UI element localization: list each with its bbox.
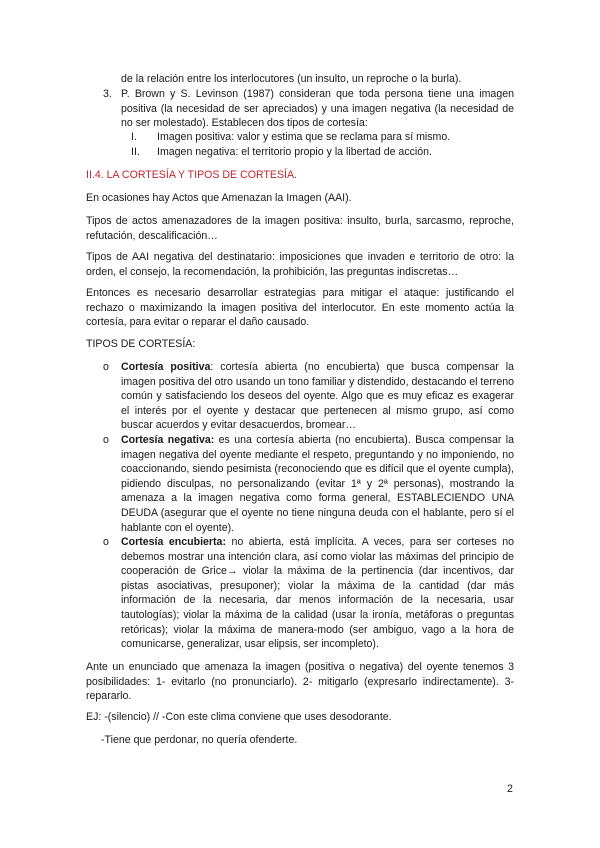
bullet-cortesia-encubierta bbox=[121, 535, 514, 652]
paragraph-positive-threats: Tipos de actos amenazadores de la imagen positiva: insulto, burla, sarcasmo, reproche, refutación, descalificación… bbox=[86, 215, 514, 242]
list-number-3: 3. bbox=[103, 88, 112, 100]
page-number: 2 bbox=[507, 783, 513, 795]
bullet-marker: o bbox=[103, 434, 109, 446]
bullet-cortesia-negativa bbox=[121, 433, 514, 535]
example-line-2: -Tiene que perdonar, no quería ofenderte. bbox=[101, 734, 298, 746]
bullet-term: Cortesía positiva bbox=[121, 361, 211, 373]
sublist-number-2: II. bbox=[131, 146, 140, 158]
bullet-marker: o bbox=[103, 536, 109, 548]
section-heading: II.4. LA CORTESÍA Y TIPOS DE CORTESÍA. bbox=[86, 169, 297, 181]
paragraph-aai: En ocasiones hay Actos que Amenazan la Imagen (AAI). bbox=[86, 192, 352, 204]
paragraph-strategies: Entonces es necesario desarrollar estrategias para mitigar el ataque: justificando el rechazo o maximizando la imagen positiva del interlocutor. En este momento actúa la cortesía, para evitar o reparar el daño causado. bbox=[86, 287, 514, 329]
sublist-number-1: I. bbox=[131, 131, 137, 143]
bullet-text: es una cortesía abierta (no encubierta). Busca compensar la imagen negativa del oyente mediante el respeto, preguntando y no imponiendo, no coaccionando, siendo pesimista (reconociendo que es difícil que el oyente cumpla), pidiendo disculpas, no personalizando (evitar 1ª y 2ª personas), mostrando la amenaza a la imagen negativa como forma general, ESTABLECIENDO UNA DEUDA (asegurar que el oyente no tiene ninguna deuda con el hablante, pero sí el hablante con el oyente). bbox=[121, 434, 514, 534]
paragraph-negative-threats: Tipos de AAI negativa del destinatario: imposiciones que invaden e territorio de otro: la orden, el consejo, la recomendación, la prohibición, las preguntas indiscretas… bbox=[86, 251, 514, 278]
example-line-1: EJ: -(silencio) // -Con este clima conviene que uses desodorante. bbox=[86, 711, 392, 723]
bullet-term: Cortesía negativa: bbox=[121, 434, 215, 446]
bullet-text: no abierta, está implícita. A veces, para ser corteses no debemos mostrar una intención clara, así como violar las máximas del principio de cooperación de Grice→ violar la máxima de la pertinencia (dar incentivos, dar pistas asociativas, presuponer); violar la máxima de la cantidad (dar más información de la necesaria, dar menos información de la necesaria, usar tautologías); violar la máxima de la calidad (usar la ironía, metáforas o preguntas retóricas); violar la máxima de manera-modo (ser ambiguo, vago a la hora de comunicarse, generalizar, usar elipsis, ser incompleto). bbox=[121, 536, 515, 651]
paragraph-possibilities: Ante un enunciado que amenaza la imagen (positiva o negativa) del oyente tenemos 3 posibilidades: 1- evitarlo (no pronunciarlo). 2- mitigarlo (expresarlo indirectamente). 3- repararlo. bbox=[86, 661, 514, 703]
list-continuation-line: de la relación entre los interlocutores (un insulto, un reproche o la burla). bbox=[121, 73, 462, 85]
sublist-item-1: Imagen positiva: valor y estima que se reclama para sí mismo. bbox=[157, 131, 451, 143]
bullet-cortesia-positiva bbox=[121, 360, 514, 433]
bullet-marker: o bbox=[103, 361, 109, 373]
sublist-item-2: Imagen negativa: el territorio propio y la libertad de acción. bbox=[157, 146, 433, 158]
tipos-title: TIPOS DE CORTESÍA: bbox=[86, 338, 196, 350]
list-item-3-text: P. Brown y S. Levinson (1987) consideran que toda persona tiene una imagen positiva (la necesidad de ser apreciados) y una imagen negativa (la necesidad de no ser molestado). Establecen dos tipos de cortesía: bbox=[121, 88, 514, 130]
bullet-text: : cortesía abierta (no encubierta) que busca compensar la imagen positiva del otro usando un tono familiar y distendido, destacando el terreno común y satisfaciendo los deseos del oyente. Algo que es muy eficaz es exagerar el interés por el oyente y destacar que pertenecen al mismo grupo, así como buscar acuerdos y evitar desacuerdos, bromear… bbox=[121, 361, 514, 432]
bullet-term: Cortesía encubierta: bbox=[121, 536, 226, 548]
